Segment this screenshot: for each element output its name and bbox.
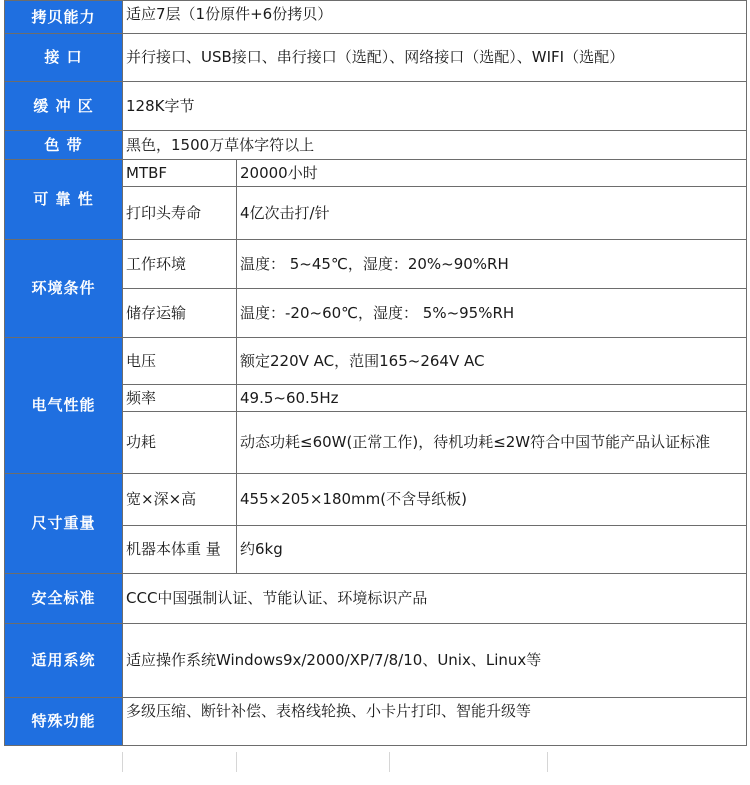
tail-gridline [122,752,123,772]
row-electrical-1 [5,338,747,385]
table-tail-gridlines [4,752,746,772]
value-storage: 温度：-20~60℃，湿度： 5%~95%RH [237,289,747,338]
label-ribbon: 色 带 [5,131,123,160]
row-environment-1 [5,240,747,289]
row-os [5,624,747,698]
value-working-env: 温度： 5~45℃，湿度：20%~90%RH [237,240,747,289]
value-copy: 适应7层（1份原件+6份拷贝） [123,1,747,34]
value-safety: CCC中国强制认证、节能认证、环境标识产品 [123,574,747,624]
row-ribbon [5,131,747,160]
tail-gridline [236,752,237,772]
label-os: 适用系统 [5,624,123,698]
spec-table [4,0,747,746]
row-interface [5,34,747,82]
value-buffer: 128K字节 [123,82,747,131]
label-reliability: 可 靠 性 [5,160,123,240]
value-weight: 约6kg [237,526,747,574]
label-copy: 拷贝能力 [5,1,123,34]
name-dimensions: 宽×深×高 [123,474,237,526]
value-mtbf: 20000小时 [237,160,747,187]
value-frequency: 49.5~60.5Hz [237,385,747,412]
name-storage: 储存运输 [123,289,237,338]
value-interface: 并行接口、USB接口、串行接口（选配）、网络接口（选配）、WIFI（选配） [123,34,747,82]
name-power: 功耗 [123,412,237,474]
name-voltage: 电压 [123,338,237,385]
row-buffer [5,82,747,131]
name-mtbf: MTBF [123,160,237,187]
label-size-weight: 尺寸重量 [5,474,123,574]
label-electrical: 电气性能 [5,338,123,474]
row-size-weight-1 [5,474,747,526]
label-environment: 环境条件 [5,240,123,338]
row-special [5,698,747,746]
value-ribbon: 黑色，1500万草体字符以上 [123,131,747,160]
value-voltage: 额定220V AC，范围165~264V AC [237,338,747,385]
value-printhead-life: 4亿次击打/针 [237,187,747,240]
name-printhead-life: 打印头寿命 [123,187,237,240]
tail-gridline [547,752,548,772]
name-frequency: 频率 [123,385,237,412]
name-working-env: 工作环境 [123,240,237,289]
row-copy [5,1,747,34]
value-power: 动态功耗≤60W(正常工作)，待机功耗≤2W符合中国节能产品认证标准 [237,412,747,474]
value-special: 多级压缩、断针补偿、表格线轮换、小卡片打印、智能升级等 [123,698,747,746]
tail-gridline [389,752,390,772]
label-special: 特殊功能 [5,698,123,746]
row-safety [5,574,747,624]
value-dimensions: 455×205×180mm(不含导纸板) [237,474,747,526]
row-reliability-1 [5,160,747,187]
value-os: 适应操作系统Windows9x/2000/XP/7/8/10、Unix、Linux等 [123,624,747,698]
label-interface: 接 口 [5,34,123,82]
label-safety: 安全标准 [5,574,123,624]
name-weight: 机器本体重 量 [123,526,237,574]
label-buffer: 缓 冲 区 [5,82,123,131]
